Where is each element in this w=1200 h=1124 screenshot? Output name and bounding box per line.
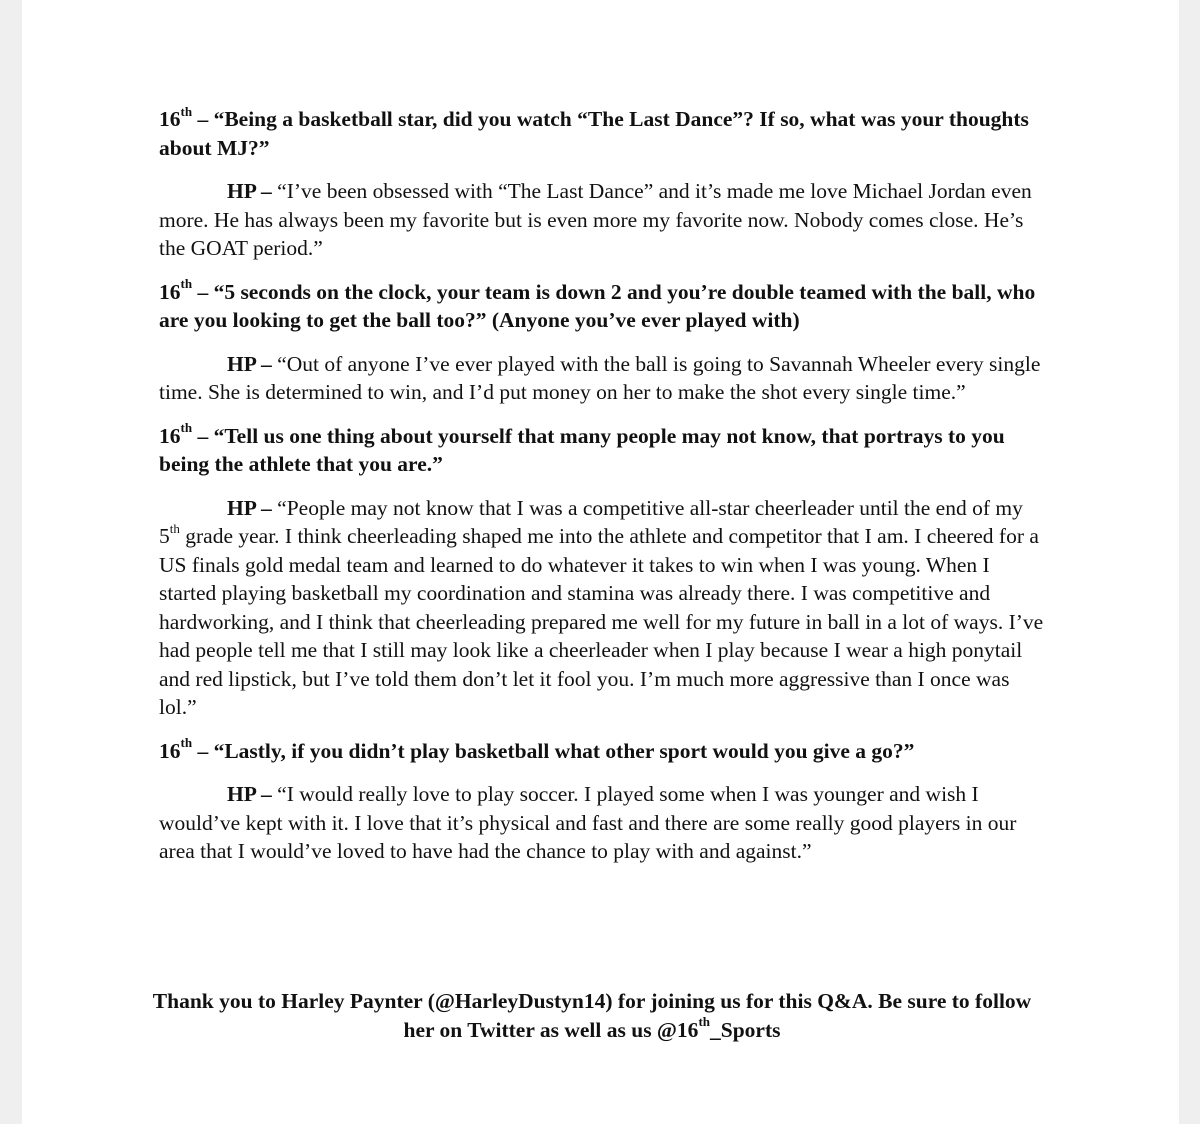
- answer-label: HP –: [227, 782, 272, 806]
- question-text: – “Being a basketball star, did you watch “The Last Dance”? If so, what was your thoughts about MJ?”: [159, 107, 1029, 160]
- superscript: th: [169, 520, 180, 536]
- question-4: [159, 737, 1049, 766]
- answer-1: [159, 177, 1049, 263]
- superscript: th: [180, 103, 193, 119]
- answer-3: [159, 494, 1049, 722]
- question-prefix: 16: [159, 107, 181, 131]
- question-3: [159, 422, 1049, 479]
- superscript: th: [180, 735, 193, 751]
- answer-label: HP –: [227, 351, 272, 376]
- answer-text: “I would really love to play soccer. I played some when I was younger and wish I would’ve kept with it. I love that it’s physical and fast and there are some really good players in our area that I would’ve loved to have had the chance to play with and against.”: [159, 782, 1017, 863]
- answer-4: [159, 780, 1049, 866]
- answer-text: grade year. I think cheerleading shaped me into the athlete and competitor that I am. I cheered for a US finals gold medal team and learned to do whatever it takes to win when I was young. When I started playing basketball my coordination and stamina was already there. I was competitive and hardworking, and I think that cheerleading prepared me well for my future in ball in a lot of ways. I’ve had people tell me that I still may look like a cheerleader when I play because I wear a high ponytail and red lipstick, but I’ve told them don’t let it fool you. I’m much more aggressive than I once was lol.”: [159, 524, 1044, 719]
- question-text: – “Lastly, if you didn’t play basketball what other sport would you give a go?”: [192, 738, 915, 763]
- question-prefix: 16: [159, 423, 181, 448]
- question-prefix: 16: [159, 738, 181, 763]
- answer-label: HP –: [227, 495, 272, 520]
- question-text: – “Tell us one thing about yourself that many people may not know, that portrays to you being the athlete that you are.”: [159, 423, 1005, 476]
- question-text: – “5 seconds on the clock, your team is down 2 and you’re double teamed with the ball, who are you looking to get the ball too?” (Anyone you’ve ever played with): [159, 279, 1036, 332]
- question-1: [159, 105, 1049, 162]
- closing-text: Thank you to Harley Paynter (@HarleyDustyn14) for joining us for this Q&A. Be sure to follow her on Twitter as well as us @16: [152, 989, 1032, 1042]
- answer-text: “Out of anyone I’ve ever played with the ball is going to Savannah Wheeler every single time. She is determined to win, and I’d put money on her to make the shot every single time.”: [159, 351, 1041, 404]
- question-prefix: 16: [159, 279, 181, 304]
- answer-2: [159, 350, 1049, 407]
- answer-text: “People may not know that I was a competitive all-star cheerleader until the end of my 5: [159, 495, 1023, 548]
- closing-text: _Sports: [710, 1017, 781, 1042]
- answer-text: “I’ve been obsessed with “The Last Dance” and it’s made me love Michael Jordan even more. He has always been my favorite but is even more my favorite now. Nobody comes close. He’s the GOAT period.”: [159, 179, 1032, 260]
- superscript: th: [180, 420, 193, 436]
- qa-body: [159, 105, 1049, 881]
- answer-label: HP –: [227, 179, 272, 203]
- closing-note: [137, 987, 1047, 1044]
- document-page: [22, 0, 1179, 1124]
- question-2: [159, 278, 1049, 335]
- superscript: th: [180, 276, 193, 292]
- superscript: th: [698, 1014, 710, 1030]
